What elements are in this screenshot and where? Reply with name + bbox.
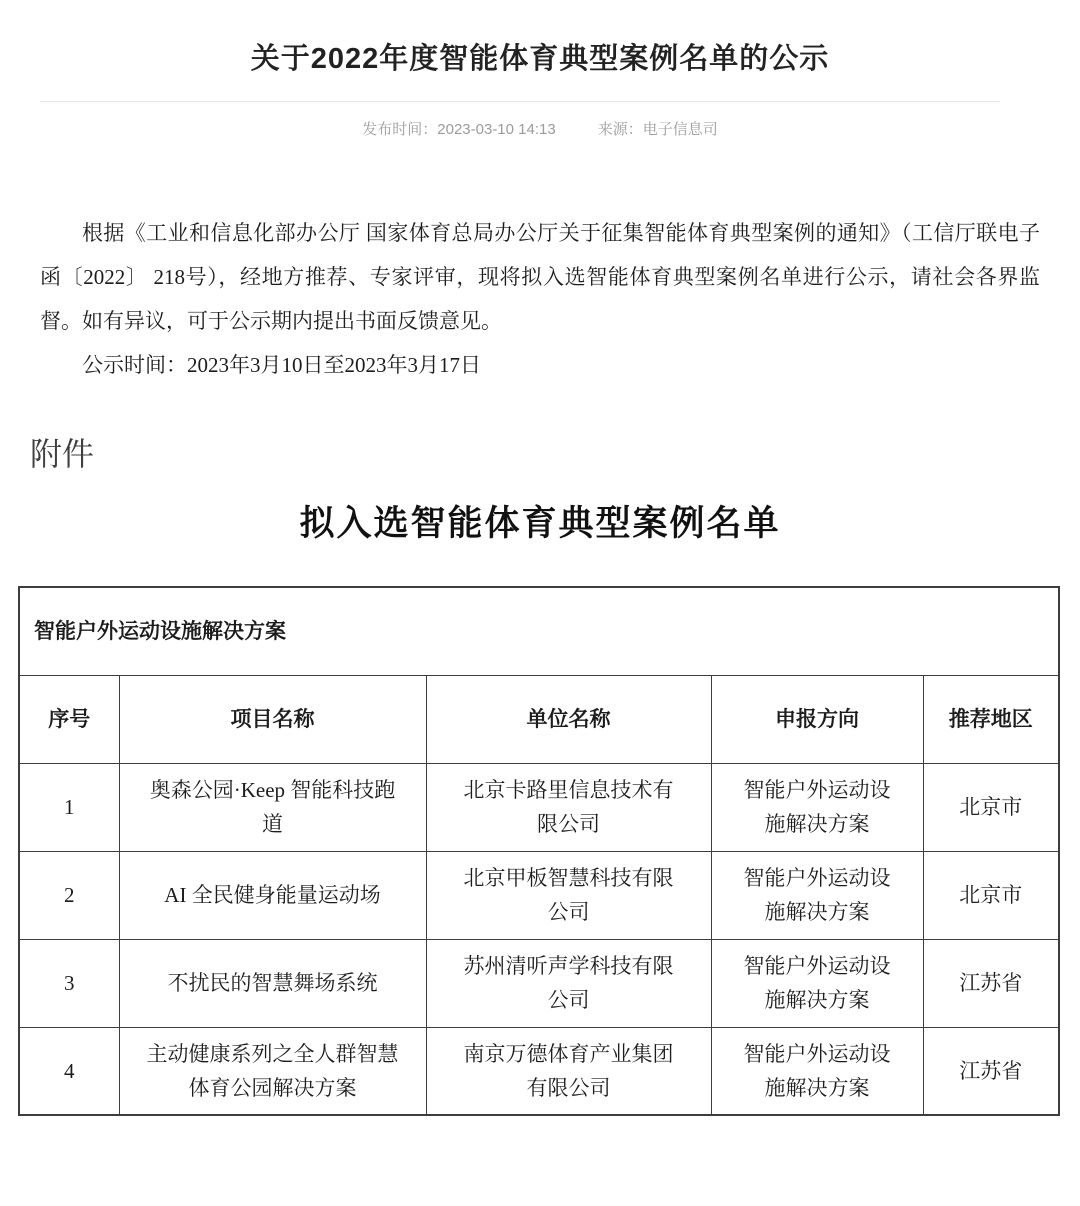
cell-project: 主动健康系列之全人群智慧体育公园解决方案 (119, 1027, 426, 1115)
cell-region: 北京市 (923, 851, 1059, 939)
cell-project: 奥森公园·Keep 智能科技跑道 (119, 763, 426, 851)
table-section-row (19, 587, 1059, 675)
col-header-no: 序号 (19, 675, 119, 763)
notice-paragraph: 根据《工业和信息化部办公厅 国家体育总局办公厅关于征集智能体育典型案例的通知》（工信厅联电子函〔2022〕 218号），经地方推荐、专家评审，现将拟入选智能体育典型案例名单进行公示，请社会各界监督。如有异议，可于公示期内提出书面反馈意见。 (40, 221, 1040, 333)
publish-time-label: 发布时间： (362, 121, 438, 138)
cell-project: AI 全民健身能量运动场 (119, 851, 426, 939)
cell-region: 北京市 (923, 763, 1059, 851)
col-header-project: 项目名称 (119, 675, 426, 763)
col-header-org: 单位名称 (426, 675, 711, 763)
cell-no: 4 (19, 1027, 119, 1115)
cell-project: 不扰民的智慧舞场系统 (119, 939, 426, 1027)
cell-org: 南京万德体育产业集团有限公司 (426, 1027, 711, 1115)
cell-no: 1 (19, 763, 119, 851)
source-value: 电子信息司 (642, 121, 718, 138)
source-label: 来源： (597, 121, 643, 138)
col-header-direction: 申报方向 (711, 675, 923, 763)
notice-body (40, 211, 1040, 387)
table-title: 拟入选智能体育典型案例名单 (299, 504, 781, 544)
cell-region: 江苏省 (923, 1027, 1059, 1115)
cell-direction: 智能户外运动设施解决方案 (711, 851, 923, 939)
col-header-region: 推荐地区 (923, 675, 1059, 763)
title-divider (40, 101, 1000, 102)
cell-no: 3 (19, 939, 119, 1027)
cases-table (18, 586, 1060, 1116)
page-title: 关于2022年度智能体育典型案例名单的公示 (250, 43, 830, 75)
table-section-header: 智能户外运动设施解决方案 (19, 587, 1059, 675)
cell-direction: 智能户外运动设施解决方案 (711, 1027, 923, 1115)
cell-org: 北京卡路里信息技术有限公司 (426, 763, 711, 851)
cell-org: 北京甲板智慧科技有限公司 (426, 851, 711, 939)
cell-direction: 智能户外运动设施解决方案 (711, 939, 923, 1027)
publicity-period: 公示时间：2023年3月10日至2023年3月17日 (82, 353, 481, 377)
publish-time-value: 2023-03-10 14:13 (437, 121, 556, 138)
cell-direction: 智能户外运动设施解决方案 (711, 763, 923, 851)
table-row (19, 1027, 1059, 1115)
meta-bar (0, 118, 1080, 139)
table-row (19, 763, 1059, 851)
cell-org: 苏州清听声学科技有限公司 (426, 939, 711, 1027)
table-row (19, 939, 1059, 1027)
cell-region: 江苏省 (923, 939, 1059, 1027)
attachment-label: 附件 (30, 436, 95, 472)
cell-no: 2 (19, 851, 119, 939)
table-row (19, 851, 1059, 939)
table-header-row (19, 675, 1059, 763)
